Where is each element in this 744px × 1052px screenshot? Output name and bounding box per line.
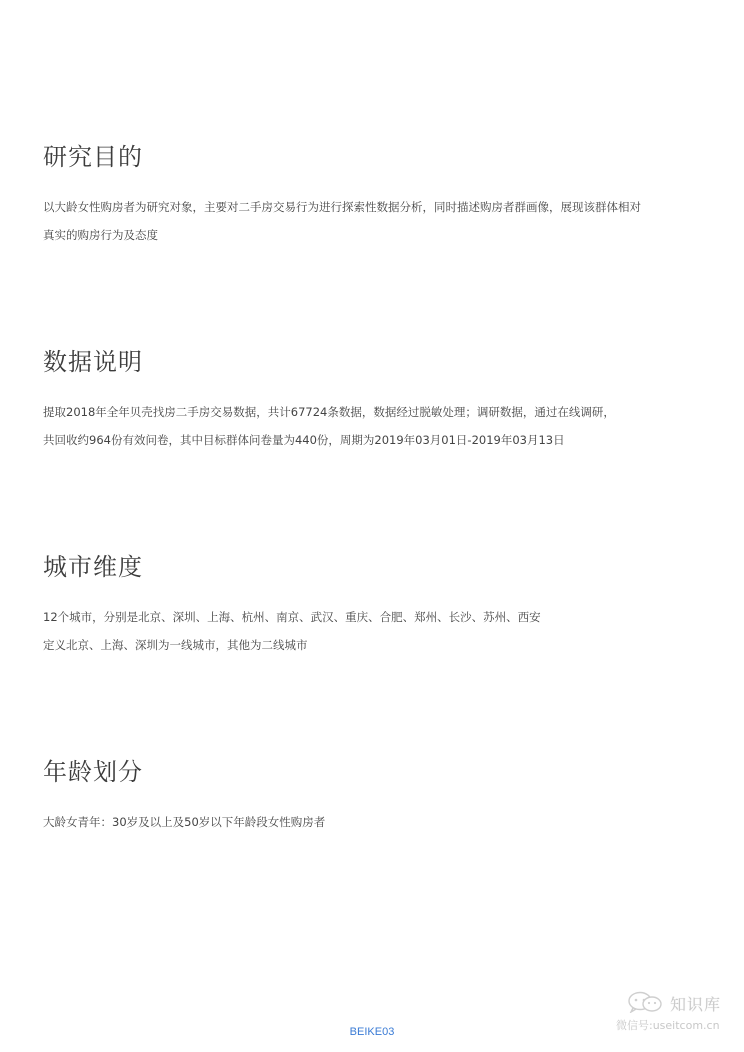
section-text-line: 12个城市，分别是北京、深圳、上海、杭州、南京、武汉、重庆、合肥、郑州、长沙、苏州、西安 xyxy=(43,610,541,624)
watermark-title: 知识库 xyxy=(670,995,722,1014)
section-text-line: 以大龄女性购房者为研究对象，主要对二手房交易行为进行探索性数据分析，同时描述购房者群画像，展现该群体相对 xyxy=(43,200,641,214)
section-title: 研究目的 xyxy=(43,143,143,171)
section-title: 城市维度 xyxy=(43,553,143,581)
section-text-line: 提取2018年全年贝壳找房二手房交易数据，共计67724条数据，数据经过脱敏处理；调研数据，通过在线调研， xyxy=(43,405,615,419)
section-title: 年龄划分 xyxy=(43,758,143,786)
section-body xyxy=(43,808,703,836)
section-city-dimension xyxy=(43,551,703,659)
section-body xyxy=(43,193,703,249)
wechat-icon xyxy=(626,991,664,1013)
section-text-line: 大龄女青年：30岁及以上及50岁以下年龄段女性购房者 xyxy=(43,815,326,829)
section-text-line: 定义北京、上海、深圳为一线城市，其他为二线城市 xyxy=(43,638,308,652)
page-code: BEIKE03 xyxy=(349,1026,395,1038)
section-title: 数据说明 xyxy=(43,348,143,376)
section-research-purpose xyxy=(43,141,703,249)
section-data-description xyxy=(43,346,703,454)
watermark-subtitle: 微信号:useitcom.cn xyxy=(616,1019,720,1032)
section-text-line: 共回收约964份有效问卷，其中目标群体问卷量为440份，周期为2019年03月01日-2019年03月13日 xyxy=(43,433,565,447)
section-body xyxy=(43,398,703,454)
section-body xyxy=(43,603,703,659)
section-age-division xyxy=(43,756,703,836)
section-text-line: 真实的购房行为及态度 xyxy=(43,228,158,242)
